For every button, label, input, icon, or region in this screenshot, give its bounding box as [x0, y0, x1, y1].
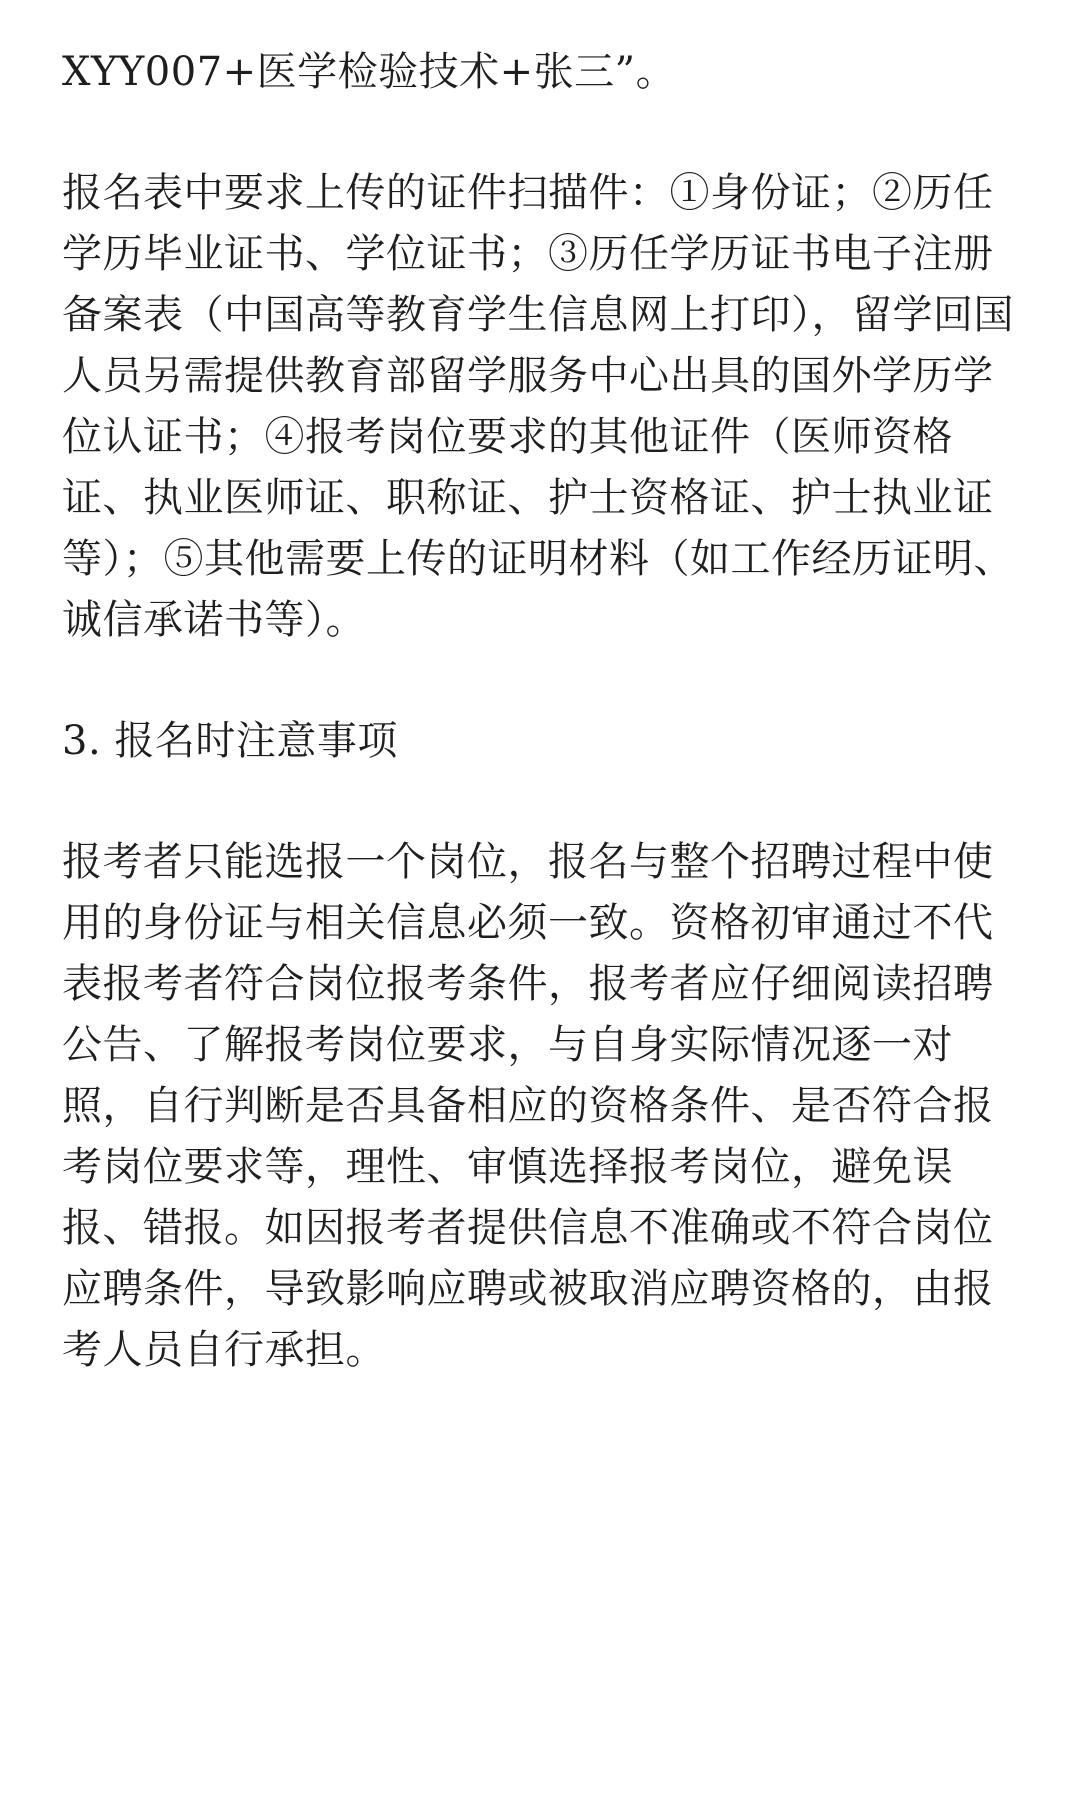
article-body: [62, 42, 1020, 1381]
paragraph-spacer: [62, 103, 1020, 163]
text-line: 公告、了解报考岗位要求，与自身实际情况逐一对: [62, 1022, 953, 1068]
section-heading-text: 3. 报名时注意事项: [62, 718, 398, 764]
text-line: 考人员自行承担。: [62, 1327, 386, 1373]
text-line: 诚信承诺书等）。: [62, 597, 366, 643]
text-line: 应聘条件，导致影响应聘或被取消应聘资格的，由报: [62, 1266, 994, 1312]
text-line: 证、执业医师证、职称证、护士资格证、护士执业证: [62, 475, 994, 521]
text-line: 用的身份证与相关信息必须一致。资格初审通过不代: [62, 900, 994, 946]
paragraph-registration-notes: [62, 832, 1020, 1381]
text-line: 学历毕业证书、学位证书；③历任学历证书电子注册: [62, 231, 994, 277]
text-line: 等）；⑤其他需要上传的证明材料（如工作经历证明、: [62, 536, 1014, 582]
text-line: 位认证书；④报考岗位要求的其他证件（医师资格: [62, 414, 953, 460]
text-line: 考岗位要求等，理性、审慎选择报考岗位，避免误: [62, 1144, 953, 1190]
text-line: 报、错报。如因报考者提供信息不准确或不符合岗位: [62, 1205, 994, 1251]
text-line: 人员另需提供教育部留学服务中心出具的国外学历学: [62, 353, 994, 399]
section-heading: [62, 711, 1020, 772]
paragraph-spacer: [62, 651, 1020, 711]
text-line: 表报考者符合岗位报考条件，报考者应仔细阅读招聘: [62, 961, 994, 1007]
text-line: 报考者只能选报一个岗位，报名与整个招聘过程中使: [62, 839, 994, 885]
text-line: 报名表中要求上传的证件扫描件：①身份证；②历任: [62, 170, 994, 216]
paragraph-applicant-naming: [62, 42, 1020, 103]
text-line: 备案表（中国高等教育学生信息网上打印），留学回国: [62, 292, 1014, 338]
paragraph-spacer: [62, 772, 1020, 832]
text-line: XYY007+医学检验技术+张三”。: [62, 49, 677, 95]
text-line: 照，自行判断是否具备相应的资格条件、是否符合报: [62, 1083, 994, 1129]
paragraph-required-documents: [62, 163, 1020, 651]
